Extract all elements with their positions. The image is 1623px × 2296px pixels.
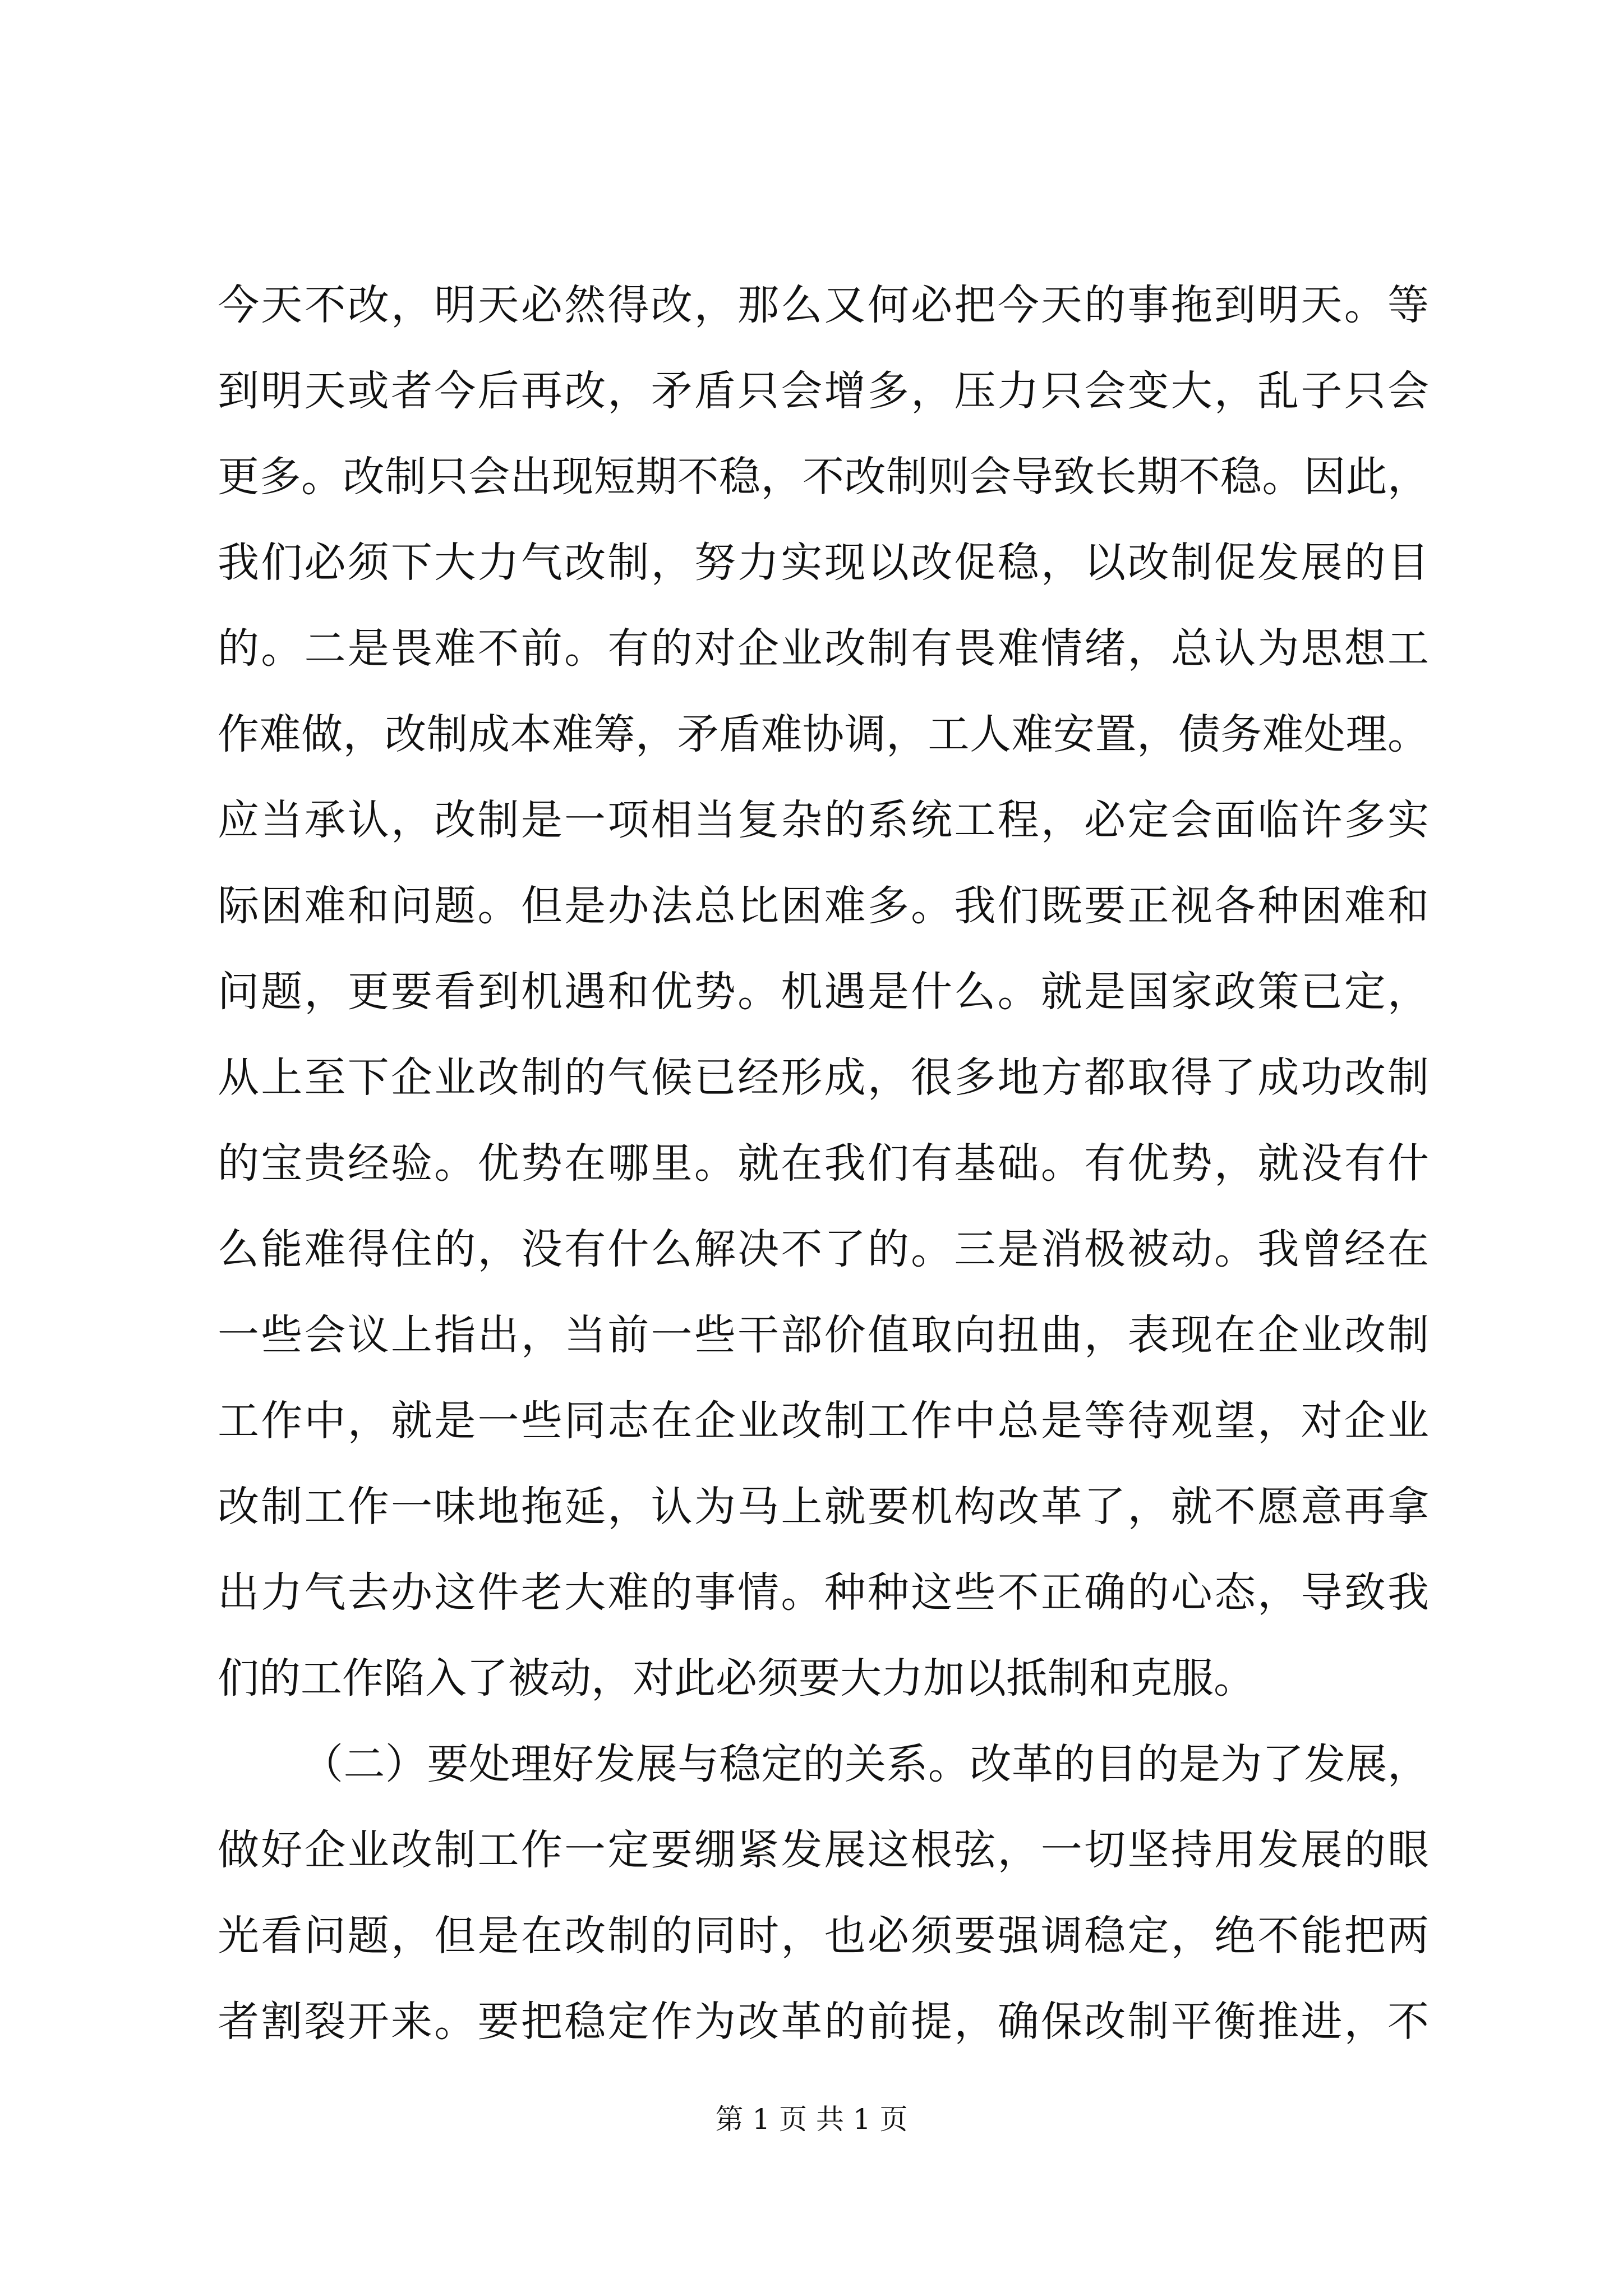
- text-line: 今天不改，明天必然得改，那么又何必把今天的事拖到明天。等: [218, 281, 1429, 329]
- text-line: 到明天或者今后再改，矛盾只会增多，压力只会变大，乱子只会: [218, 367, 1429, 415]
- text-line: 工作中，就是一些同志在企业改制工作中总是等待观望，对企业: [218, 1397, 1429, 1445]
- text-line: 我们必须下大力气改制，努力实现以改促稳，以改制促发展的目: [218, 539, 1429, 587]
- section-heading-line: （二）要处理好发展与稳定的关系。改革的目的是为了发展，: [302, 1740, 1429, 1788]
- text-line: 么能难得住的，没有什么解决不了的。三是消极被动。我曾经在: [218, 1225, 1429, 1273]
- text-line: 从上至下企业改制的气候已经形成，很多地方都取得了成功改制: [218, 1053, 1429, 1102]
- text-line: 们的工作陷入了被动，对此必须要大力加以抵制和克服。: [218, 1654, 1255, 1703]
- text-line: 际困难和问题。但是办法总比困难多。我们既要正视各种困难和: [218, 882, 1429, 930]
- text-line: 更多。改制只会出现短期不稳，不改制则会导致长期不稳。因此，: [218, 453, 1429, 501]
- text-line: 作难做，改制成本难筹，矛盾难协调，工人难安置，债务难处理。: [218, 710, 1429, 758]
- text-line: 做好企业改制工作一定要绷紧发展这根弦，一切坚持用发展的眼: [218, 1826, 1429, 1874]
- text-line: 改制工作一味地拖延，认为马上就要机构改革了，就不愿意再拿: [218, 1483, 1429, 1531]
- text-line: 出力气去办这件老大难的事情。种种这些不正确的心态，导致我: [218, 1568, 1429, 1617]
- text-line: 的。二是畏难不前。有的对企业改制有畏难情绪，总认为思想工: [218, 624, 1429, 673]
- text-line: 应当承认，改制是一项相当复杂的系统工程，必定会面临许多实: [218, 796, 1429, 844]
- page-footer: 第 1 页 共 1 页: [715, 2103, 908, 2136]
- text-line: 的宝贵经验。优势在哪里。就在我们有基础。有优势，就没有什: [218, 1139, 1429, 1188]
- text-line: 问题，更要看到机遇和优势。机遇是什么。就是国家政策已定，: [218, 968, 1429, 1016]
- text-line: 光看问题，但是在改制的同时，也必须要强调稳定，绝不能把两: [218, 1912, 1429, 1960]
- text-line: 者割裂开来。要把稳定作为改革的前提，确保改制平衡推进，不: [218, 1998, 1429, 2046]
- text-line: 一些会议上指出，当前一些干部价值取向扭曲，表现在企业改制: [218, 1311, 1429, 1359]
- body-text: [218, 263, 1429, 2065]
